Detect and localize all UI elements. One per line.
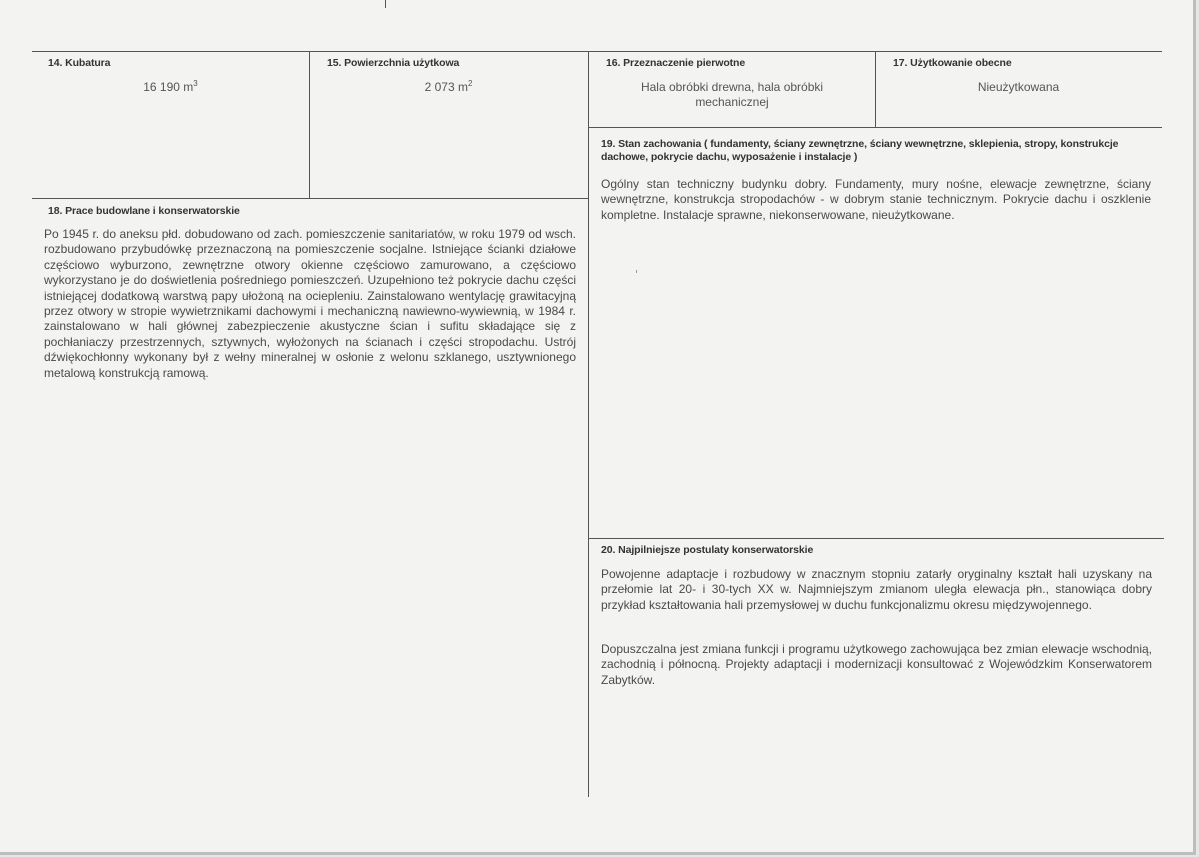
rule-above-20 xyxy=(588,538,1164,539)
punch-mark xyxy=(385,0,386,8)
field-19-title: 19. Stan zachowania ( fundamenty, ściany zewnętrzne, ściany wewnętrzne, sklepienia, stropy, konstrukcje dachowe, pokrycie dachu, wyposażenie i instalacje ) xyxy=(601,138,1119,163)
field-17-title: 17. Użytkowanie obecne xyxy=(893,57,1012,69)
field-15-unit-exponent: 2 xyxy=(467,79,473,88)
field-20-paragraph-1: Powojenne adaptacje i rozbudowy w znacznym stopniu zatarły oryginalny kształt hali uzyskany na przełomie lat 20- i 30-tych XX w. Najmniejszym zmianom uległa elewacja płn., stanowiąca dobry przykład kształtowania hali przemysłowej w duchu funkcjonalizmu okresu międzywojennego. xyxy=(601,567,1152,612)
field-14-title: 14. Kubatura xyxy=(48,57,111,69)
top-rule xyxy=(32,51,1162,52)
paper-speck xyxy=(636,270,637,273)
field-14-number: 16 190 m xyxy=(143,80,194,94)
rule-above-18 xyxy=(32,198,588,199)
field-18-title: 18. Prace budowlane i konserwatorskie xyxy=(48,205,240,217)
field-19-text: Ogólny stan techniczny budynku dobry. Fundamenty, mury nośne, elewacje zewnętrzne, ściany wewnętrzne, konstrukcja stropodachów - w dobrym stanie technicznym. Pokrycie dachu i oszklenie kompletne. Instalacje sprawne, niekonserwowane, nieużytkowane. xyxy=(601,177,1151,222)
field-15-title: 15. Powierzchnia użytkowa xyxy=(327,57,460,69)
field-14-unit-exponent: 3 xyxy=(193,79,198,88)
divider-center xyxy=(588,51,589,797)
field-15-value xyxy=(309,80,588,95)
field-16-value: Hala obróbki drewna, hala obróbki mechanicznej xyxy=(640,80,824,109)
field-17-value: Nieużytkowana xyxy=(977,80,1060,94)
field-16-title: 16. Przeznaczenie pierwotne xyxy=(606,57,746,69)
field-14-value xyxy=(32,80,309,95)
field-20-paragraph-2: Dopuszczalna jest zmiana funkcji i programu użytkowego zachowująca bez zmian elewacje wschodnią, zachodnią i północną. Projekty adaptacji i modernizacji konsultować z Wojewódzkim Konserwatorem Zabytków. xyxy=(601,642,1152,687)
field-20-title: 20. Najpilniejsze postulaty konserwatorskie xyxy=(601,544,814,556)
field-15-number: 2 073 m xyxy=(424,80,468,94)
rule-under-16-17 xyxy=(588,127,1162,128)
field-18-text: Po 1945 r. do aneksu płd. dobudowano od zach. pomieszczenie sanitariatów, w roku 1979 od wsch. rozbudowano przybudówkę przeznaczoną na pomieszczenie socjalne. Istniejące ścianki działowe częściowo wyburzono, zewnętrzne otwory okienne częściowo zamurowano, a częściowo wykorzystano je do doświetlenia pośredniego pomieszczeń. Uzupełniono też pokrycie dachu części istniejącej dodatkową warstwą papy ułożoną na ociepleniu. Zainstalowano wentylację grawitacyjną przez otwory w stropie wywietrznikami dachowymi i mechaniczną nawiewno-wywiewnią, w 1984 r. zainstalowano w hali głównej zabezpieczenie akustyczne ścian i sufitu składające się z pochłaniaczy przestrzennych, sztywnych, wyłożonych na ścianach i części stropodachu. Ustrój dźwiękochłonny wykonany był z wełny mineralnej w osłonie z welonu szklanego, usztywnionego metalową konstrukcją ramową. xyxy=(44,227,576,380)
divider-14-15 xyxy=(309,51,310,198)
